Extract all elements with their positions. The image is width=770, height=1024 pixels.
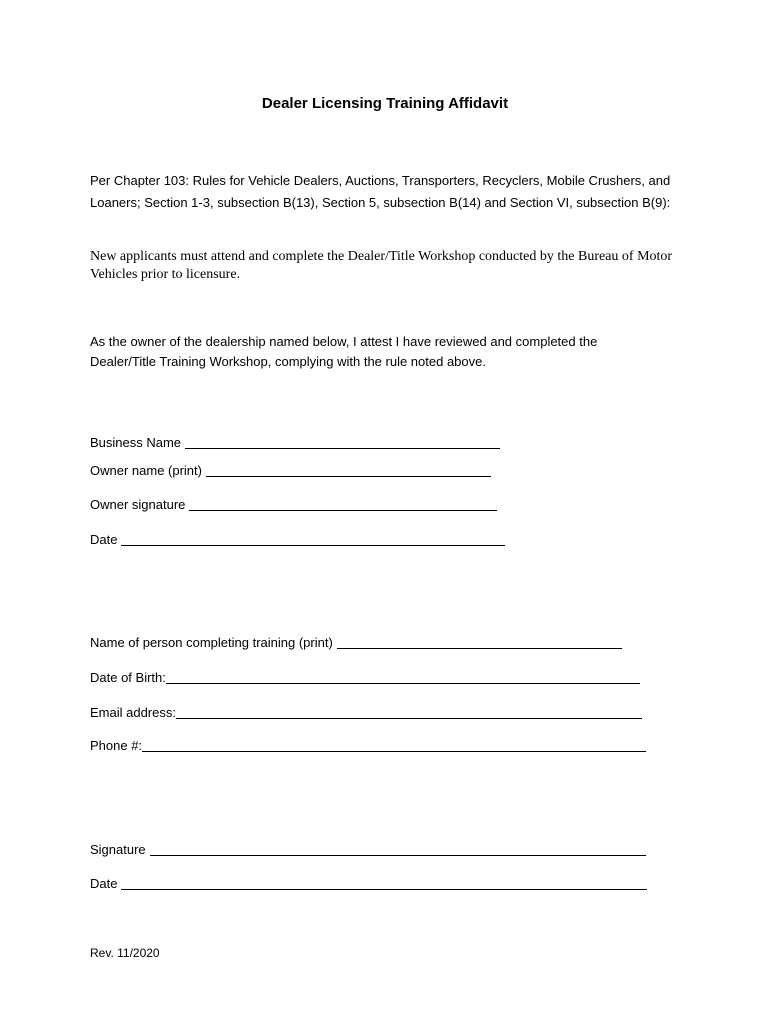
trainee-name-line[interactable]: [337, 634, 622, 649]
date-of-birth-field: [90, 665, 640, 687]
owner-date-line[interactable]: [121, 531, 505, 546]
signature-date-line[interactable]: [121, 875, 647, 890]
rule-citation-paragraph: Per Chapter 103: Rules for Vehicle Dealers, Auctions, Transporters, Recyclers, Mobile Crushers, and Loaners; Section 1-3, subsection B(13), Section 5, subsection B(14) and Section VI, subsection B(9):: [90, 173, 671, 210]
trainee-name-label: Name of person completing training (print): [90, 635, 333, 650]
email-address-field: [90, 700, 642, 722]
phone-number-field: [90, 733, 646, 755]
phone-number-line[interactable]: [142, 737, 646, 752]
signature-line[interactable]: [150, 841, 646, 856]
business-name-line[interactable]: [185, 434, 500, 449]
trainee-name-field: [90, 630, 622, 652]
business-name-field: [90, 430, 500, 452]
owner-date-label: Date: [90, 532, 118, 547]
owner-name-field: [90, 458, 491, 480]
owner-signature-label: Owner signature: [90, 497, 186, 512]
attestation-paragraph: As the owner of the dealership named below, I attest I have reviewed and completed the Dealer/Title Training Workshop, complying with the rule noted above.: [90, 334, 598, 369]
phone-number-label: Phone #:: [90, 738, 143, 753]
document-title: Dealer Licensing Training Affidavit: [261, 95, 509, 112]
signature-label: Signature: [90, 842, 146, 857]
email-address-label: Email address:: [90, 705, 176, 720]
signature-field: [90, 837, 646, 859]
revision-note: Rev. 11/2020: [90, 946, 160, 960]
email-address-line[interactable]: [176, 704, 642, 719]
owner-name-line[interactable]: [206, 462, 491, 477]
signature-date-label: Date: [90, 876, 118, 891]
date-of-birth-label: Date of Birth:: [90, 670, 166, 685]
date-of-birth-line[interactable]: [166, 669, 640, 684]
owner-signature-field: [90, 492, 497, 514]
owner-name-label: Owner name (print): [90, 463, 202, 478]
owner-date-field: [90, 527, 505, 549]
signature-date-field: [90, 871, 647, 893]
business-name-label: Business Name: [90, 435, 182, 450]
licensure-requirement-paragraph: New applicants must attend and complete the Dealer/Title Workshop conducted by the Bureau of Motor Vehicles prior to licensure.: [90, 249, 673, 282]
owner-signature-line[interactable]: [189, 496, 497, 511]
